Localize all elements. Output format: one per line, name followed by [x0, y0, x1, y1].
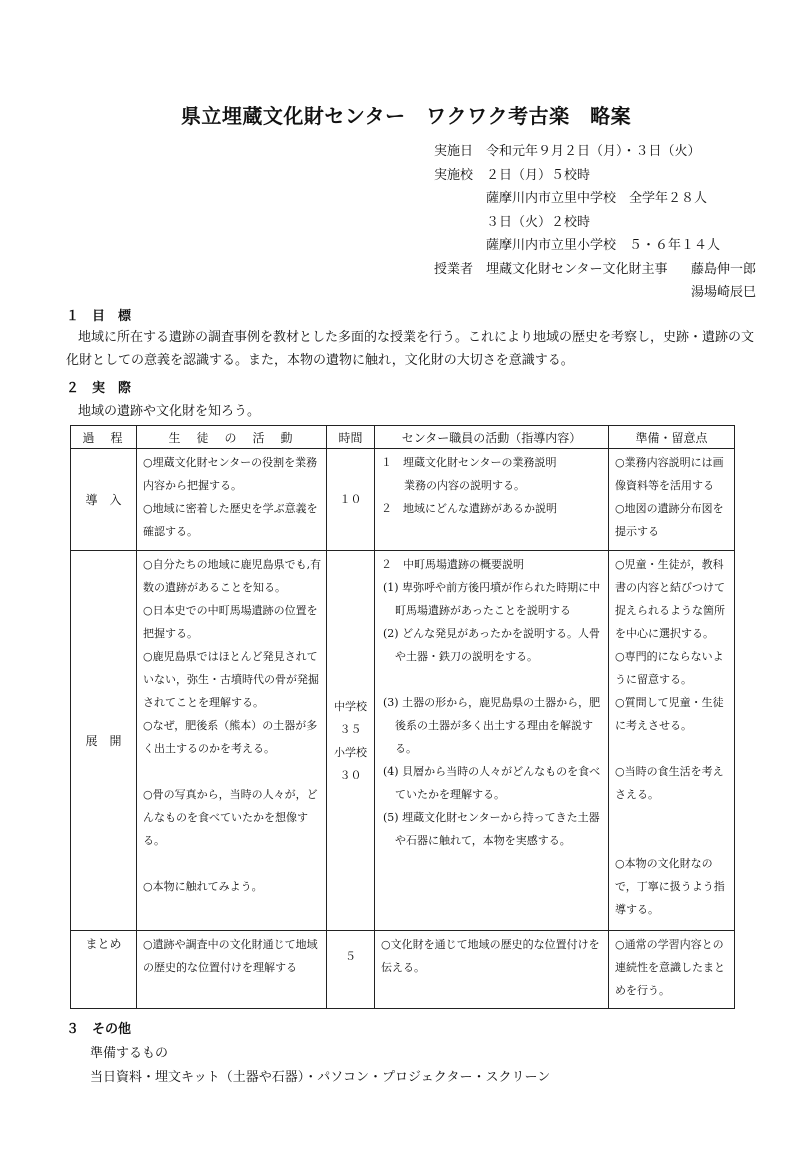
spacer: [381, 668, 604, 691]
time-cell: ５: [327, 931, 375, 1009]
time-value: ３０: [339, 768, 362, 782]
staff-item: 業務の内容の説明する。: [393, 479, 525, 492]
lesson-meta: [434, 140, 756, 305]
teacher-label: 授業者: [434, 261, 474, 277]
teacher-row: [434, 258, 756, 282]
time-cell: １０: [327, 449, 375, 551]
header-notes: 準備・留意点: [609, 426, 735, 449]
table-row-intro: [71, 449, 735, 551]
spacer: [615, 829, 730, 852]
staff-item: ○文化財を通じて地域の歴史的な位置付けを伝える。: [381, 938, 600, 974]
notes-cell: [609, 931, 735, 1009]
date-row: [434, 140, 756, 164]
header-student: 生 徒 の 活 動: [137, 426, 327, 449]
student-item: ○遺跡や調査中の文化財通じて地域の歴史的な位置付けを理解する: [143, 938, 318, 974]
school-line4: 薩摩川内市立里小学校 ５・６年１４人: [486, 238, 721, 253]
notes-cell: [609, 449, 735, 551]
table-header-row: [71, 426, 735, 449]
notes-item: ○専門的にならないように留意する。: [615, 650, 724, 686]
section2-heading: ２ 実 際: [66, 381, 132, 396]
teacher-org: 埋蔵文化財センター文化財主事: [486, 261, 668, 277]
teacher-name2: 湯場崎辰巳: [691, 285, 757, 300]
student-item: ○地域に密着した歴史を学ぶ意義を確認する。: [143, 502, 318, 538]
staff-item: １ 埋蔵文化財センターの業務説明: [381, 456, 557, 469]
staff-cell: [375, 931, 609, 1009]
time-label: 小学校: [334, 745, 367, 759]
staff-cell: [375, 551, 609, 931]
section1-heading: １ 目 標: [66, 309, 132, 324]
student-item: ○骨の写真から，当時の人々が，どんなものを食べていたかを想像する。: [143, 788, 318, 847]
spacer: [143, 760, 322, 783]
school-line1: ２日（月）５校時: [486, 167, 591, 183]
table-row-development: [71, 551, 735, 931]
staff-item: (2) どんな発見があったかを説明する。人骨や土器・鉄刀の説明をする。: [383, 627, 600, 663]
time-label: 中学校: [334, 699, 367, 713]
spacer: [143, 852, 322, 875]
school-label: 実施校: [434, 167, 474, 183]
student-cell: [137, 931, 327, 1009]
section3-heading: ３ その他: [66, 1022, 132, 1037]
section2-subtitle: 地域の遺跡や文化財を知ろう。: [78, 404, 261, 419]
student-item: ○自分たちの地域に鹿児島県でも,有数の遺跡があることを知る。: [143, 558, 322, 594]
spacer: [615, 737, 730, 760]
notes-item: ○業務内容説明には画像資料等を活用する: [615, 456, 724, 492]
school-line2: 薩摩川内市立里中学校 全学年２８人: [486, 191, 708, 206]
page-title: 県立埋蔵文化財センター ワクワク考古楽 略案: [180, 104, 632, 128]
student-cell: [137, 551, 327, 931]
staff-item: (4) 貝層から当時の人々がどんなものを食べていたかを理解する。: [383, 765, 601, 801]
stage-cell: 導 入: [71, 449, 137, 551]
school-row: [434, 164, 756, 188]
notes-cell: [609, 551, 735, 931]
notes-item: ○質問して児童・生徒に考えさせる。: [615, 696, 724, 732]
notes-item: ○当時の食生活を考えさえる。: [615, 765, 724, 801]
section3-line1: 準備するもの: [90, 1046, 169, 1061]
notes-item: ○地図の遺跡分布図を提示する: [615, 502, 724, 538]
date-value: 令和元年９月２日（月）・３日（火）: [486, 144, 701, 159]
student-item: ○なぜ，肥後系（熊本）の土器が多く出土するのかを考える。: [143, 719, 318, 755]
lesson-plan-table: [70, 425, 735, 1009]
notes-item: ○本物の文化財なので，丁寧に扱うよう指導する。: [615, 857, 725, 916]
staff-cell: [375, 449, 609, 551]
header-stage: 過 程: [71, 426, 137, 449]
stage-cell: まとめ: [71, 931, 137, 1009]
student-item: ○鹿児島県ではほとんど発見されていない，弥生・古墳時代の骨が発掘されてことを理解する。: [143, 650, 319, 709]
time-cell: [327, 551, 375, 931]
staff-heading: ２ 中町馬場遺跡の概要説明: [381, 558, 524, 571]
section3-line2: 当日資料・埋文キット（土器や石器）・パソコン・プロジェクター・スクリーン: [90, 1070, 551, 1085]
stage-cell: 展 開: [71, 551, 137, 931]
school-line3: ３日（火）２校時: [486, 214, 591, 230]
student-item: ○日本史での中町馬場遺跡の位置を把握する。: [143, 604, 318, 640]
table-row-summary: [71, 931, 735, 1009]
student-item: ○埋蔵文化財センターの役割を業務内容から把握する。: [143, 456, 318, 492]
section1-body: 地域に所在する遺跡の調査事例を教材とした多面的な授業を行う。これにより地域の歴史を考察し，史跡・遺跡の文化財としての意義を認識する。また，本物の遺物に触れ，文化財の大切さを意識する。: [66, 330, 755, 368]
staff-item: (1) 卑弥呼や前方後円墳が作られた時期に中町馬場遺跡があったことを説明する: [383, 581, 601, 617]
notes-item: ○通常の学習内容との連続性を意識したまとめを行う。: [615, 938, 725, 997]
teacher-name1: 藤島伸一郎: [691, 261, 757, 277]
staff-item: (3) 土器の形から，鹿児島県の土器から，肥後系の土器が多く出土する理由を解説する。: [383, 696, 601, 755]
date-label: 実施日: [434, 144, 474, 159]
header-time: 時間: [327, 426, 375, 449]
header-staff: センター職員の活動（指導内容）: [375, 426, 609, 449]
staff-item: ２ 地域にどんな遺跡があるか説明: [381, 502, 557, 515]
student-item: ○本物に触れてみよう。: [143, 880, 263, 893]
time-value: ３５: [339, 722, 362, 736]
spacer: [615, 806, 730, 829]
staff-item: (5) 埋蔵文化財センターから持ってきた土器や石器に触れて，本物を実感する。: [383, 811, 600, 847]
notes-item: ○児童・生徒が，教科書の内容と結びつけて捉えられるような箇所を中心に選択する。: [615, 558, 725, 640]
student-cell: [137, 449, 327, 551]
